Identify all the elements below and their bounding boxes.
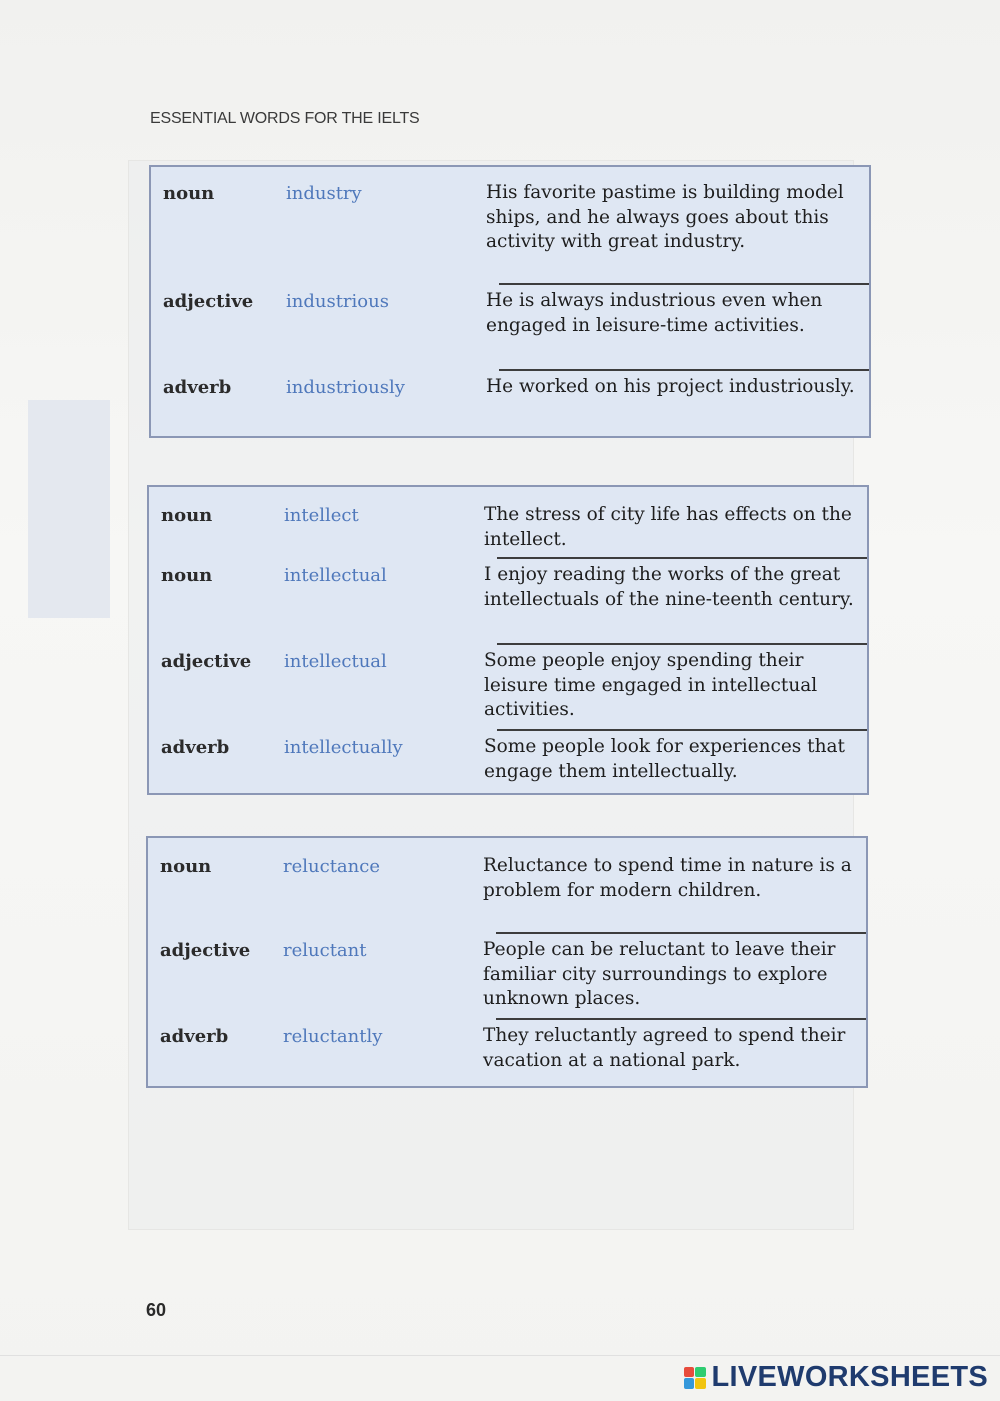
- footer-divider: [0, 1355, 1000, 1356]
- part-of-speech: adjective: [161, 651, 252, 672]
- word-form: intellectual: [284, 651, 387, 672]
- example-sentence: The stress of city life has effects on the intellect.: [484, 504, 852, 550]
- word-row: [149, 487, 867, 559]
- liveworksheets-logo[interactable]: [684, 1361, 989, 1394]
- logo-square-green: [695, 1367, 706, 1378]
- word-form: reluctantly: [283, 1026, 383, 1047]
- example-sentence: He worked on his project industriously.: [486, 376, 855, 397]
- word-form: reluctance: [283, 856, 380, 877]
- chapter-side-tab: [28, 400, 110, 618]
- part-of-speech: adverb: [161, 737, 230, 758]
- part-of-speech: adverb: [160, 1026, 229, 1047]
- part-of-speech: adverb: [163, 377, 232, 398]
- word-row: [148, 1020, 866, 1086]
- example-sentence: Reluctance to spend time in nature is a problem for modern children.: [483, 855, 852, 901]
- example-sentence: His favorite pastime is building model ships, and he always goes about this activity with great industry.: [486, 182, 844, 252]
- word-form: industry: [286, 183, 362, 204]
- word-row: [151, 285, 869, 371]
- logo-square-red: [684, 1367, 695, 1378]
- page-number: 60: [146, 1300, 167, 1320]
- word-row: [148, 934, 866, 1020]
- part-of-speech: noun: [163, 183, 215, 204]
- example-sentence: He is always industrious even when engaged in leisure-time activities.: [486, 290, 823, 336]
- word-row: [149, 559, 867, 645]
- part-of-speech: adjective: [163, 291, 254, 312]
- word-row: [149, 731, 867, 793]
- logo-square-blue: [684, 1378, 695, 1389]
- word-family-box-industry: [149, 165, 871, 438]
- word-row: [151, 167, 869, 285]
- part-of-speech: noun: [160, 856, 212, 877]
- example-sentence: Some people look for experiences that engage them intellectually.: [484, 736, 845, 782]
- word-form: intellect: [284, 505, 359, 526]
- part-of-speech: noun: [161, 505, 213, 526]
- word-form: reluctant: [283, 940, 367, 961]
- part-of-speech: noun: [161, 565, 213, 586]
- word-form: intellectually: [284, 737, 403, 758]
- liveworksheets-grid-icon: [684, 1367, 706, 1389]
- word-family-box-reluctance: [146, 836, 868, 1088]
- word-form: intellectual: [284, 565, 387, 586]
- logo-square-yellow: [695, 1378, 706, 1389]
- word-form: industrious: [286, 291, 389, 312]
- word-row: [149, 645, 867, 731]
- word-form: industriously: [286, 377, 405, 398]
- word-row: [148, 838, 866, 934]
- brand-name: LIVEWORKSHEETS: [711, 1361, 988, 1393]
- example-sentence: They reluctantly agreed to spend their vacation at a national park.: [483, 1025, 846, 1071]
- example-sentence: Some people enjoy spending their leisure time engaged in intellectual activities.: [484, 650, 818, 720]
- word-family-box-intellect: [147, 485, 869, 795]
- part-of-speech: adjective: [160, 940, 251, 961]
- page-header: ESSENTIAL WORDS FOR THE IELTS: [150, 110, 420, 127]
- word-row: [151, 371, 869, 435]
- example-sentence: People can be reluctant to leave their familiar city surroundings to explore unknown places.: [483, 939, 836, 1009]
- example-sentence: I enjoy reading the works of the great intellectuals of the nine-teenth century.: [484, 564, 854, 610]
